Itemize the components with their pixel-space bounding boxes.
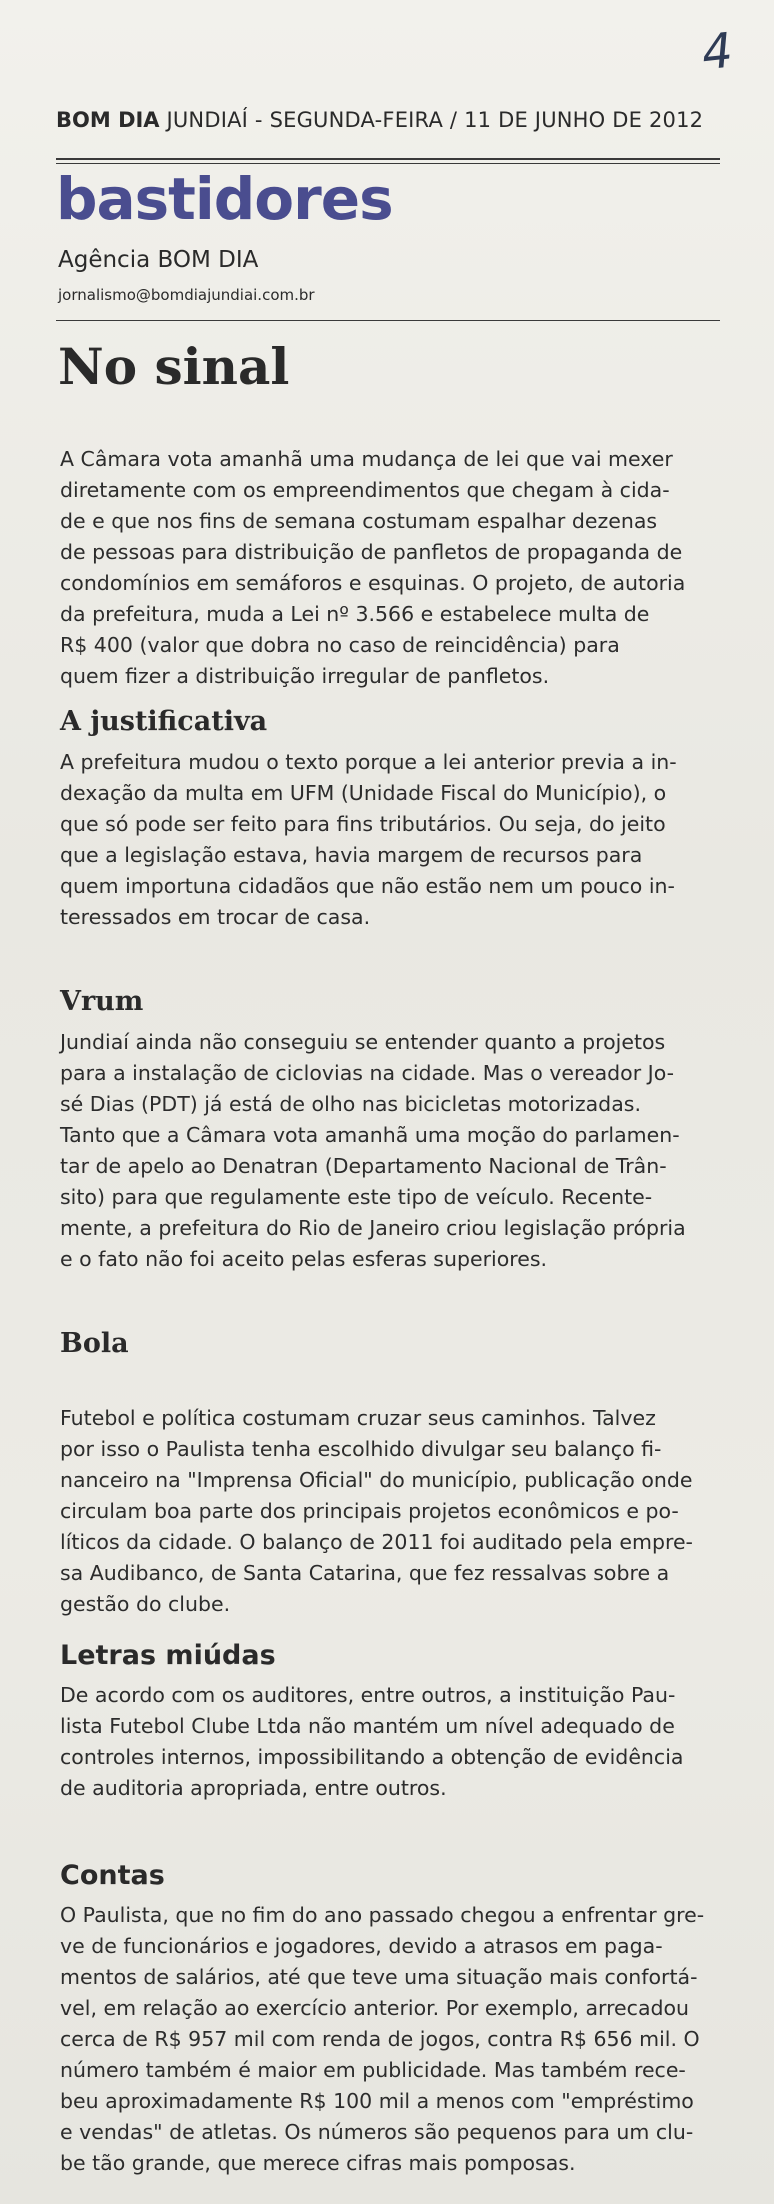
text-line: be tão grande, que merece cifras mais pomposas.	[60, 2151, 576, 2175]
agency-byline: Agência BOM DIA	[58, 247, 259, 273]
text-line: para a instalação de ciclovias na cidade. Mas o vereador Jo-	[60, 1061, 675, 1085]
text-line: de pessoas para distribuição de panfletos de propaganda de	[60, 540, 683, 564]
text-line: teressados em trocar de casa.	[60, 905, 371, 929]
text-line: Futebol e política costumam cruzar seus caminhos. Talvez	[60, 1406, 656, 1430]
text-line: A Câmara vota amanhã uma mudança de lei que vai mexer	[60, 447, 673, 471]
paragraph-justificativa	[60, 747, 720, 933]
text-line: líticos da cidade. O balanço de 2011 foi auditado pela empre-	[60, 1530, 693, 1554]
text-line: que só pode ser feito para fins tributários. Ou seja, do jeito	[60, 812, 666, 836]
text-line: de auditoria apropriada, entre outros.	[60, 1776, 447, 1800]
text-line: Tanto que a Câmara vota amanhã uma moção do parlamen-	[60, 1123, 680, 1147]
top-rule	[56, 158, 720, 160]
text-line: que a legislação estava, havia margem de recursos para	[60, 843, 643, 867]
masthead-line	[56, 108, 720, 132]
text-line: circulam boa parte dos principais projetos econômicos e po-	[60, 1499, 679, 1523]
text-line: De acordo com os auditores, entre outros, a instituição Pau-	[60, 1683, 676, 1707]
text-line: da prefeitura, muda a Lei nº 3.566 e estabelece multa de	[60, 602, 650, 626]
text-line: quem fizer a distribuição irregular de panfletos.	[60, 664, 550, 688]
subhead-letras-miudas: Letras miúdas	[60, 1640, 276, 1671]
text-line: O Paulista, que no fim do ano passado chegou a enfrentar gre-	[60, 1903, 705, 1927]
byline-rule	[56, 320, 720, 321]
paragraph-contas	[60, 1900, 720, 2179]
text-line: gestão do clube.	[60, 1592, 231, 1616]
section-title: bastidores	[56, 165, 393, 233]
text-line: mentos de salários, até que teve uma situação mais confortá-	[60, 1965, 698, 1989]
subhead-contas: Contas	[60, 1860, 165, 1891]
masthead-date: JUNDIAÍ - SEGUNDA-FEIRA / 11 DE JUNHO DE 2012	[159, 108, 704, 132]
text-line: dexação da multa em UFM (Unidade Fiscal do Município), o	[60, 781, 667, 805]
text-line: tar de apelo ao Denatran (Departamento Nacional de Trân-	[60, 1154, 667, 1178]
subhead-justificativa: A justificativa	[60, 706, 268, 737]
text-line: vel, em relação ao exercício anterior. Por exemplo, arrecadou	[60, 1996, 690, 2020]
paragraph-letras-miudas	[60, 1680, 720, 1804]
headline: No sinal	[58, 337, 290, 396]
contact-email: jornalismo@bomdiajundiai.com.br	[58, 286, 315, 304]
text-line: e vendas" de atletas. Os números são pequenos para um clu-	[60, 2120, 694, 2144]
page-number: 4	[699, 22, 736, 82]
text-line: condomínios em semáforos e esquinas. O projeto, de autoria	[60, 571, 686, 595]
text-line: sito) para que regulamente este tipo de veículo. Recente-	[60, 1185, 653, 1209]
text-line: R$ 400 (valor que dobra no caso de reincidência) para	[60, 633, 620, 657]
paragraph-bola	[60, 1403, 720, 1620]
text-line: diretamente com os empreendimentos que chegam à cida-	[60, 478, 670, 502]
subhead-bola: Bola	[60, 1328, 129, 1359]
text-line: número também é maior em publicidade. Mas também rece-	[60, 2058, 686, 2082]
subhead-vrum: Vrum	[60, 986, 144, 1017]
text-line: sé Dias (PDT) já está de olho nas bicicletas motorizadas.	[60, 1092, 641, 1116]
paragraph-vrum	[60, 1027, 720, 1275]
text-line: A prefeitura mudou o texto porque a lei anterior previa a in-	[60, 750, 677, 774]
text-line: por isso o Paulista tenha escolhido divulgar seu balanço fi-	[60, 1437, 662, 1461]
text-line: sa Audibanco, de Santa Catarina, que fez ressalvas sobre a	[60, 1561, 670, 1585]
text-line: controles internos, impossibilitando a obtenção de evidência	[60, 1745, 684, 1769]
text-line: mente, a prefeitura do Rio de Janeiro criou legislação própria	[60, 1216, 686, 1240]
text-line: de e que nos fins de semana costumam espalhar dezenas	[60, 509, 658, 533]
text-line: cerca de R$ 957 mil com renda de jogos, contra R$ 656 mil. O	[60, 2027, 700, 2051]
text-line: e o fato não foi aceito pelas esferas superiores.	[60, 1247, 548, 1271]
text-line: lista Futebol Clube Ltda não mantém um nível adequado de	[60, 1714, 675, 1738]
text-line: beu aproximadamente R$ 100 mil a menos com "empréstimo	[60, 2089, 694, 2113]
text-line: quem importuna cidadãos que não estão nem um pouco in-	[60, 874, 675, 898]
top-rule-thin	[56, 163, 720, 164]
masthead-brand: BOM DIA	[56, 108, 160, 132]
intro-paragraph	[60, 444, 720, 692]
text-line: ve de funcionários e jogadores, devido a atrasos em paga-	[60, 1934, 663, 1958]
text-line: nanceiro na "Imprensa Oficial" do município, publicação onde	[60, 1468, 693, 1492]
text-line: Jundiaí ainda não conseguiu se entender quanto a projetos	[60, 1030, 666, 1054]
